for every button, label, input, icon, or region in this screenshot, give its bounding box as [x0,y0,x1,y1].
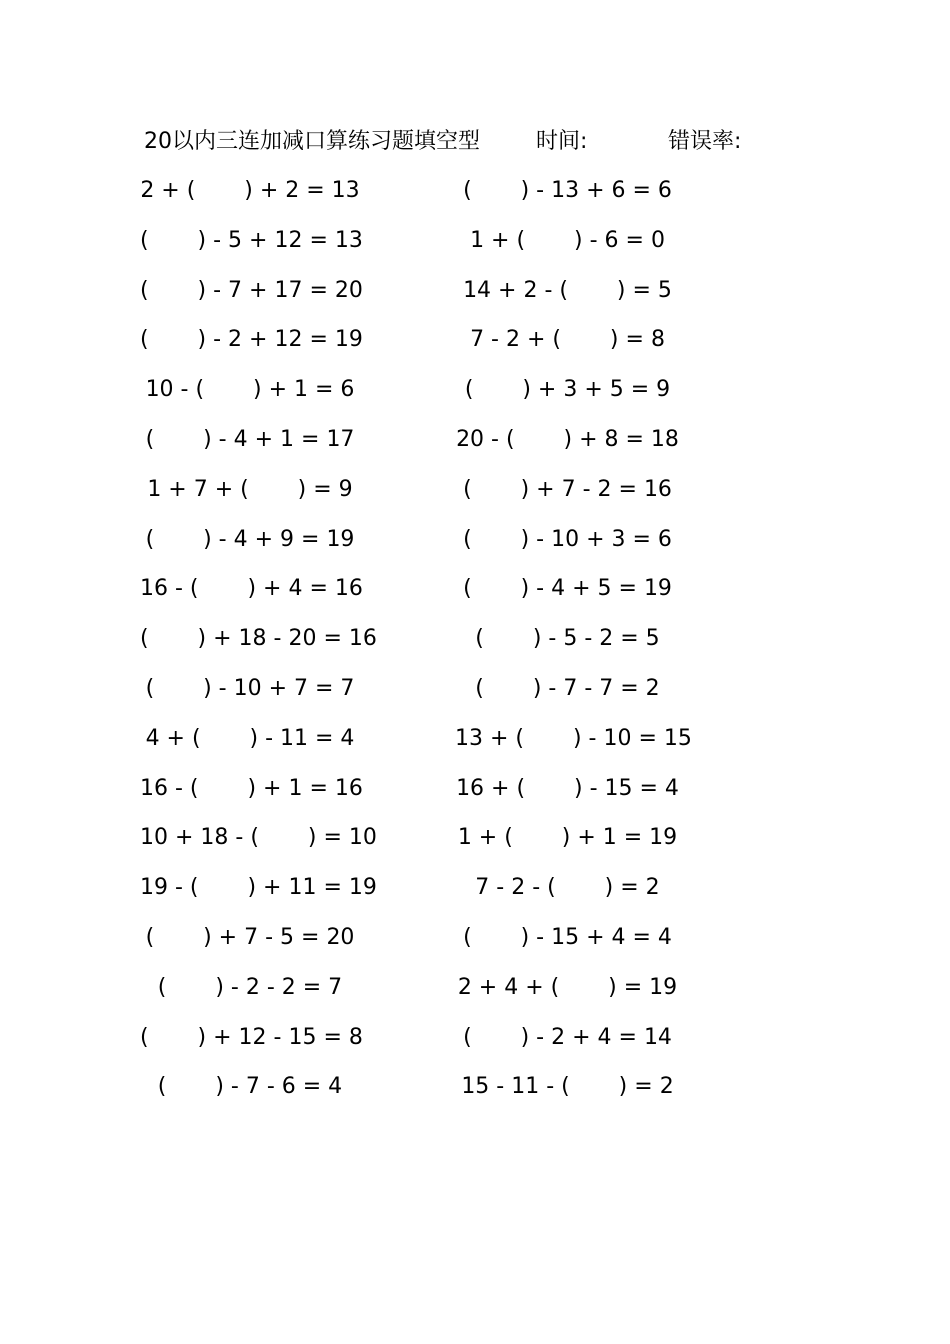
problem-left-6: ( ) - 4 + 1 = 17 [145,426,355,452]
problem-right-7: ( ) + 7 - 2 = 16 [463,476,672,502]
problem-right-8: ( ) - 10 + 3 = 6 [463,526,672,552]
worksheet-title: 20以内三连加减口算练习题填空型 [144,129,480,154]
problem-left-16: ( ) + 7 - 5 = 20 [145,924,355,950]
problem-right-17: 2 + 4 + ( ) = 19 [457,974,678,1000]
problem-left-17: ( ) - 2 - 2 = 7 [157,974,343,1000]
problem-right-6: 20 - ( ) + 8 = 18 [456,426,679,452]
problem-left-2: ( ) - 5 + 12 = 13 [140,227,363,253]
problem-right-12: 13 + ( ) - 10 = 15 [455,725,692,751]
problem-right-18: ( ) - 2 + 4 = 14 [463,1024,672,1050]
time-label: 时间: [536,129,588,154]
problem-left-14: 10 + 18 - ( ) = 10 [140,825,377,851]
problem-left-19: ( ) - 7 - 6 = 4 [157,1074,343,1100]
problem-right-1: ( ) - 13 + 6 = 6 [463,178,672,203]
problem-left-3: ( ) - 7 + 17 = 20 [140,277,363,303]
problem-left-5: 10 - ( ) + 1 = 6 [145,377,355,403]
problem-right-15: 7 - 2 - ( ) = 2 [475,875,660,901]
problem-right-4: 7 - 2 + ( ) = 8 [470,327,665,353]
problem-right-9: ( ) - 4 + 5 = 19 [463,576,672,602]
worksheet-header [144,124,784,160]
problem-left-8: ( ) - 4 + 9 = 19 [145,526,355,552]
right-problem-column [455,172,692,1118]
problem-right-19: 15 - 11 - ( ) = 2 [461,1074,674,1100]
problem-right-10: ( ) - 5 - 2 = 5 [475,626,660,652]
problem-left-15: 19 - ( ) + 11 = 19 [140,875,377,901]
problem-right-16: ( ) - 15 + 4 = 4 [463,924,672,950]
problem-left-13: 16 - ( ) + 1 = 16 [140,775,363,801]
problem-left-7: 1 + 7 + ( ) = 9 [147,476,353,502]
error-rate-label: 错误率: [668,129,742,154]
problem-left-10: ( ) + 18 - 20 = 16 [140,626,377,652]
left-problem-column [140,172,377,1118]
problem-left-12: 4 + ( ) - 11 = 4 [145,725,355,751]
problem-left-11: ( ) - 10 + 7 = 7 [145,675,355,701]
problem-right-3: 14 + 2 - ( ) = 5 [463,277,672,303]
problem-left-9: 16 - ( ) + 4 = 16 [140,576,363,602]
problem-left-4: ( ) - 2 + 12 = 19 [140,327,363,353]
problem-right-2: 1 + ( ) - 6 = 0 [470,227,665,253]
problem-right-11: ( ) - 7 - 7 = 2 [475,675,660,701]
problem-left-18: ( ) + 12 - 15 = 8 [140,1024,363,1050]
problem-left-1: 2 + ( ) + 2 = 13 [140,178,360,203]
problem-right-13: 16 + ( ) - 15 = 4 [456,775,679,801]
problem-right-14: 1 + ( ) + 1 = 19 [457,825,678,851]
problem-right-5: ( ) + 3 + 5 = 9 [464,377,671,403]
